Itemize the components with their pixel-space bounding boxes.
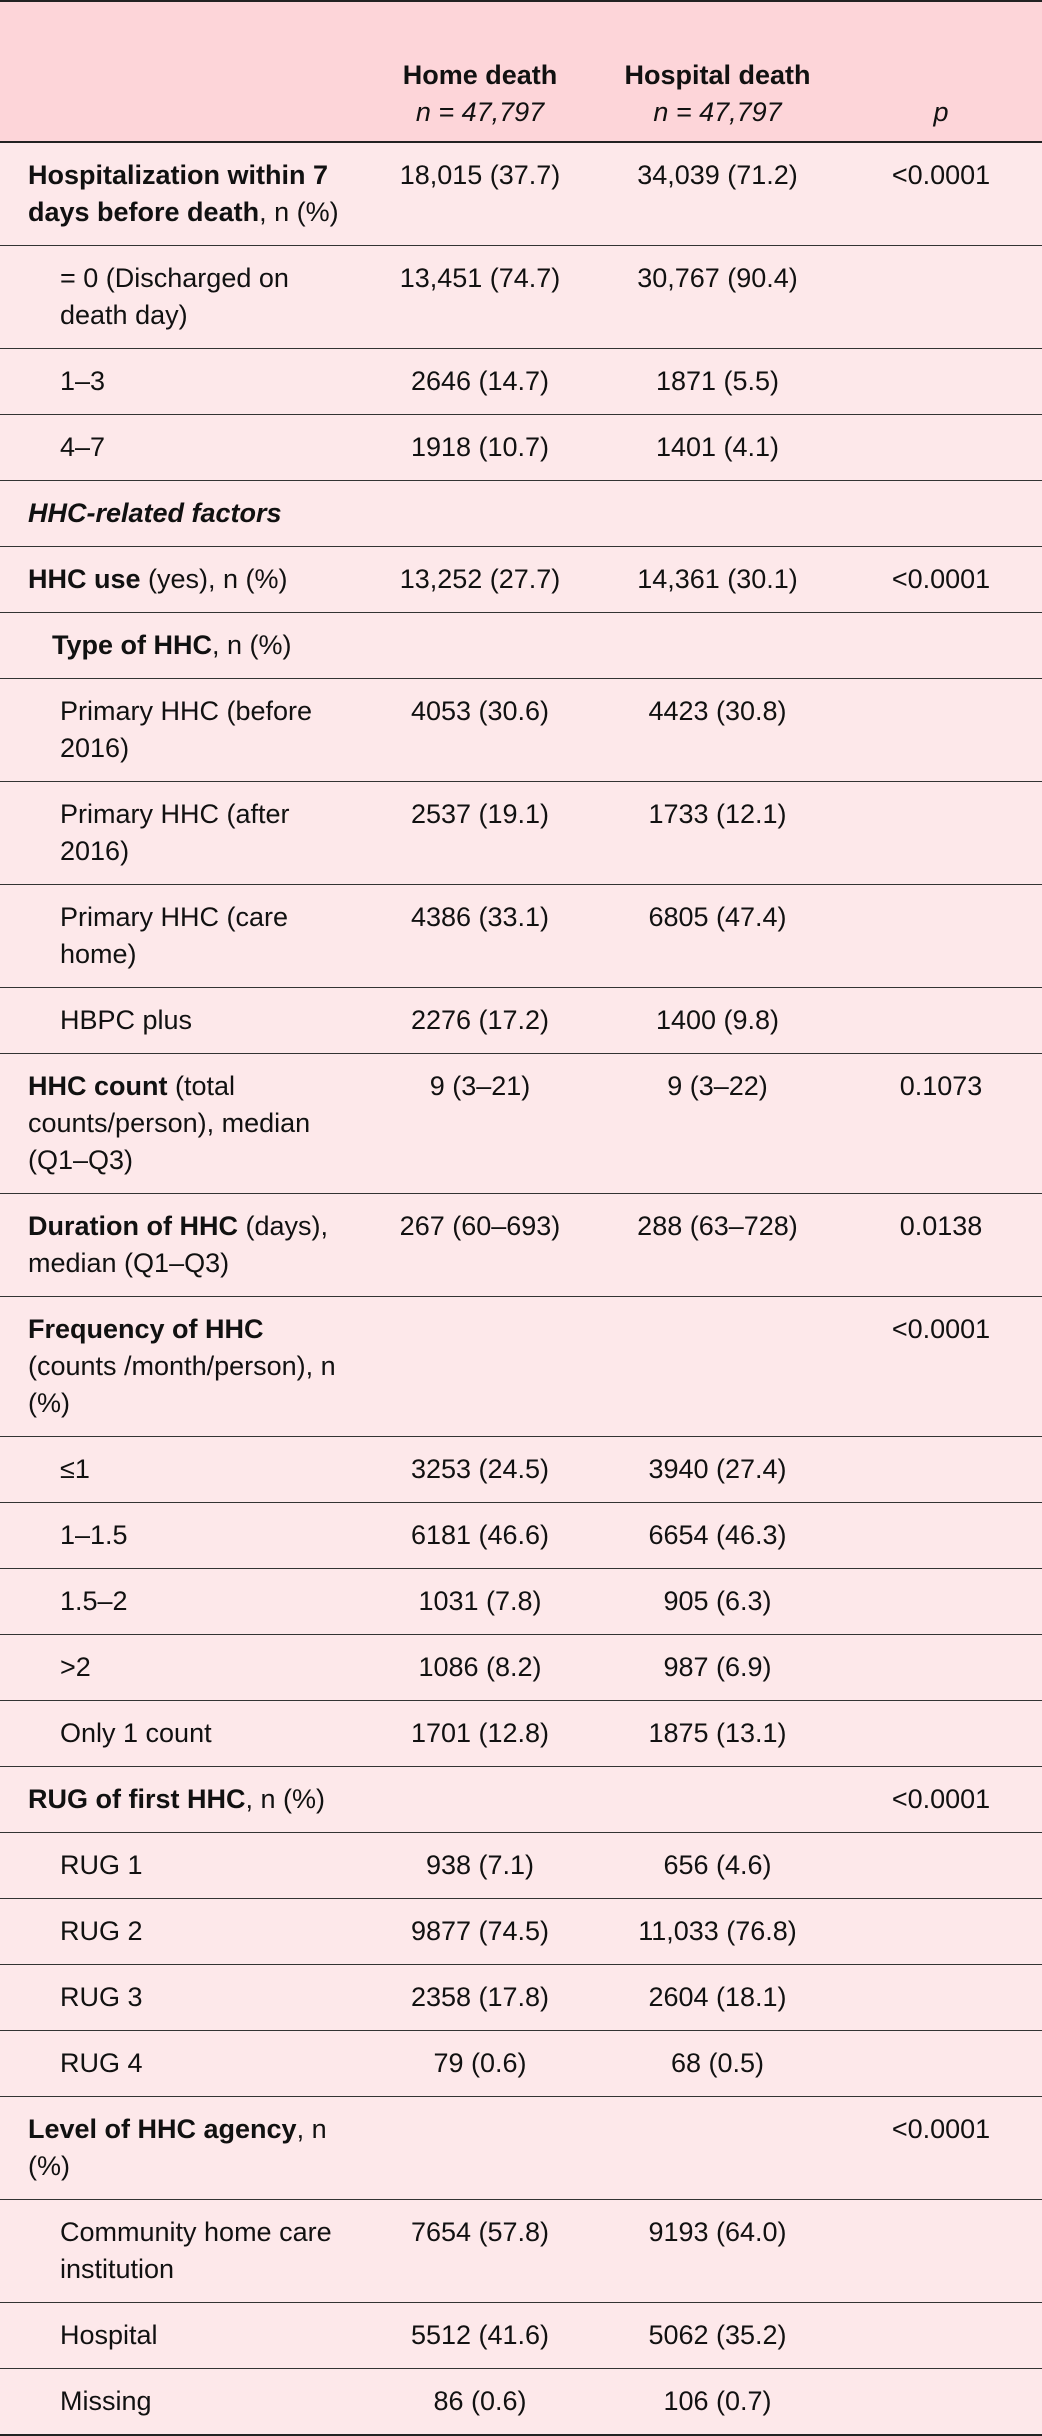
home-death-value <box>365 2097 595 2200</box>
row-label-suffix: , n (%) <box>28 2114 327 2181</box>
header-home-death <box>365 1 595 142</box>
hospital-death-value: 288 (63–728) <box>595 1194 840 1297</box>
hospital-death-value: 656 (4.6) <box>595 1833 840 1899</box>
row-label <box>0 1767 365 1833</box>
p-value <box>840 246 1042 349</box>
table-row <box>0 613 1042 679</box>
hospital-death-value: 14,361 (30.1) <box>595 547 840 613</box>
p-value <box>840 2369 1042 2436</box>
row-label-bold: Hospitalization within 7 days before death <box>28 160 329 227</box>
row-label <box>0 547 365 613</box>
table-row <box>0 246 1042 349</box>
table-row <box>0 885 1042 988</box>
p-value <box>840 1899 1042 1965</box>
hospital-death-value: 6654 (46.3) <box>595 1503 840 1569</box>
home-death-value: 9877 (74.5) <box>365 1899 595 1965</box>
row-label <box>0 613 365 679</box>
p-value <box>840 782 1042 885</box>
p-value <box>840 1965 1042 2031</box>
row-label-bold: RUG of first HHC <box>28 1784 246 1814</box>
hospital-death-value: 9 (3–22) <box>595 1054 840 1194</box>
row-label: HBPC plus <box>0 988 365 1054</box>
table-row <box>0 481 1042 547</box>
p-value <box>840 988 1042 1054</box>
row-label: Only 1 count <box>0 1701 365 1767</box>
p-value <box>840 2303 1042 2369</box>
hospital-death-value: 1871 (5.5) <box>595 349 840 415</box>
p-value: 0.1073 <box>840 1054 1042 1194</box>
table-row <box>0 1701 1042 1767</box>
p-value <box>840 415 1042 481</box>
table-row <box>0 1194 1042 1297</box>
header-hospital-death <box>595 1 840 142</box>
table-row <box>0 1833 1042 1899</box>
home-death-value: 86 (0.6) <box>365 2369 595 2436</box>
header-hosp-n: n = 47,797 <box>653 97 782 127</box>
p-value <box>840 1569 1042 1635</box>
table-row <box>0 2097 1042 2200</box>
row-label-suffix: , n (%) <box>259 197 339 227</box>
row-label: 1.5–2 <box>0 1569 365 1635</box>
home-death-value: 938 (7.1) <box>365 1833 595 1899</box>
row-label: RUG 1 <box>0 1833 365 1899</box>
home-death-value: 1086 (8.2) <box>365 1635 595 1701</box>
hospital-death-value: 1875 (13.1) <box>595 1701 840 1767</box>
home-death-value: 1031 (7.8) <box>365 1569 595 1635</box>
row-label-bold: HHC use <box>28 564 141 594</box>
row-label-bold: Duration of HHC <box>28 1211 238 1241</box>
row-label-bold: Type of HHC <box>52 630 212 660</box>
row-label-bold: Frequency of HHC <box>28 1314 264 1344</box>
hospital-death-value: 11,033 (76.8) <box>595 1899 840 1965</box>
p-value: <0.0001 <box>840 2097 1042 2200</box>
home-death-value: 4053 (30.6) <box>365 679 595 782</box>
header-home-label: Home death <box>402 60 558 90</box>
row-label <box>0 142 365 246</box>
row-label: >2 <box>0 1635 365 1701</box>
header-row <box>0 1 1042 142</box>
hospital-death-value: 905 (6.3) <box>595 1569 840 1635</box>
row-label-bold: HHC count <box>28 1071 168 1101</box>
home-death-value: 79 (0.6) <box>365 2031 595 2097</box>
table-row <box>0 1965 1042 2031</box>
row-label-bold: Level of HHC agency <box>28 2114 297 2144</box>
table-row <box>0 142 1042 246</box>
hospital-death-value <box>595 2097 840 2200</box>
header-p-label: p <box>933 97 949 127</box>
table-row <box>0 1503 1042 1569</box>
hospital-death-value <box>595 1767 840 1833</box>
row-label: 4–7 <box>0 415 365 481</box>
header-home-n: n = 47,797 <box>415 97 545 127</box>
header-p-value <box>840 1 1042 142</box>
row-label: 1–1.5 <box>0 1503 365 1569</box>
table-row <box>0 782 1042 885</box>
p-value: <0.0001 <box>840 547 1042 613</box>
hospital-death-value: 2604 (18.1) <box>595 1965 840 2031</box>
hospital-death-value: 987 (6.9) <box>595 1635 840 1701</box>
table-row <box>0 1569 1042 1635</box>
row-label-suffix: (yes), n (%) <box>140 564 288 594</box>
p-value <box>840 2031 1042 2097</box>
home-death-value: 267 (60–693) <box>365 1194 595 1297</box>
p-value <box>840 679 1042 782</box>
table-row <box>0 1297 1042 1437</box>
hospital-death-value: 1401 (4.1) <box>595 415 840 481</box>
p-value <box>840 885 1042 988</box>
home-death-value <box>365 613 595 679</box>
hospital-death-value: 1400 (9.8) <box>595 988 840 1054</box>
row-label: Hospital <box>0 2303 365 2369</box>
row-label <box>0 1297 365 1437</box>
home-death-value: 2537 (19.1) <box>365 782 595 885</box>
table-row <box>0 1054 1042 1194</box>
row-label-suffix: (days), median (Q1–Q3) <box>28 1211 329 1278</box>
row-label: RUG 2 <box>0 1899 365 1965</box>
table-row <box>0 2200 1042 2303</box>
p-value <box>840 1833 1042 1899</box>
p-value: 0.0138 <box>840 1194 1042 1297</box>
home-death-value: 13,451 (74.7) <box>365 246 595 349</box>
row-label-suffix: , n (%) <box>212 630 292 660</box>
hospital-death-value: 4423 (30.8) <box>595 679 840 782</box>
home-death-value: 13,252 (27.7) <box>365 547 595 613</box>
row-label: Primary HHC (care home) <box>0 885 365 988</box>
p-value <box>840 1503 1042 1569</box>
p-value: <0.0001 <box>840 1297 1042 1437</box>
home-death-value <box>365 1297 595 1437</box>
section-heading: HHC-related factors <box>0 481 1042 547</box>
row-label: RUG 3 <box>0 1965 365 2031</box>
row-label: Primary HHC (after 2016) <box>0 782 365 885</box>
hospital-death-value <box>595 613 840 679</box>
home-death-value: 5512 (41.6) <box>365 2303 595 2369</box>
row-label <box>0 2097 365 2200</box>
header-hosp-label: Hospital death <box>624 60 811 90</box>
home-death-value: 2276 (17.2) <box>365 988 595 1054</box>
home-death-value: 1918 (10.7) <box>365 415 595 481</box>
row-label: 1–3 <box>0 349 365 415</box>
table-row <box>0 679 1042 782</box>
row-label-suffix: (total counts/person), median (Q1–Q3) <box>28 1071 311 1175</box>
table-row <box>0 1899 1042 1965</box>
hospital-death-value: 5062 (35.2) <box>595 2303 840 2369</box>
header-blank <box>0 1 365 142</box>
home-death-value: 2646 (14.7) <box>365 349 595 415</box>
row-label-suffix: , n (%) <box>245 1784 326 1814</box>
table-row <box>0 1635 1042 1701</box>
table-row <box>0 547 1042 613</box>
row-label: Primary HHC (before 2016) <box>0 679 365 782</box>
row-label: Community home care institution <box>0 2200 365 2303</box>
table-row <box>0 1437 1042 1503</box>
p-value <box>840 1635 1042 1701</box>
home-death-value: 7654 (57.8) <box>365 2200 595 2303</box>
table-row <box>0 1767 1042 1833</box>
home-death-value: 3253 (24.5) <box>365 1437 595 1503</box>
p-value <box>840 349 1042 415</box>
home-death-value <box>365 1767 595 1833</box>
table-body <box>0 142 1042 2435</box>
table-row <box>0 349 1042 415</box>
hospital-death-value: 30,767 (90.4) <box>595 246 840 349</box>
table-row <box>0 2303 1042 2369</box>
row-label <box>0 1194 365 1297</box>
home-death-value: 18,015 (37.7) <box>365 142 595 246</box>
table-row <box>0 988 1042 1054</box>
home-death-value: 4386 (33.1) <box>365 885 595 988</box>
hospital-death-value: 68 (0.5) <box>595 2031 840 2097</box>
hospital-death-value: 9193 (64.0) <box>595 2200 840 2303</box>
home-death-value: 9 (3–21) <box>365 1054 595 1194</box>
p-value <box>840 613 1042 679</box>
hospital-death-value: 1733 (12.1) <box>595 782 840 885</box>
table-row <box>0 415 1042 481</box>
hospital-death-value: 6805 (47.4) <box>595 885 840 988</box>
hospital-death-value: 106 (0.7) <box>595 2369 840 2436</box>
hospital-death-value: 3940 (27.4) <box>595 1437 840 1503</box>
row-label: ≤1 <box>0 1437 365 1503</box>
row-label: = 0 (Discharged on death day) <box>0 246 365 349</box>
home-death-value: 6181 (46.6) <box>365 1503 595 1569</box>
p-value: <0.0001 <box>840 142 1042 246</box>
home-death-value: 1701 (12.8) <box>365 1701 595 1767</box>
home-death-value: 2358 (17.8) <box>365 1965 595 2031</box>
row-label-suffix: (counts /month/person), n (%) <box>28 1351 336 1418</box>
table-row <box>0 2369 1042 2436</box>
row-label: RUG 4 <box>0 2031 365 2097</box>
row-label <box>0 1054 365 1194</box>
p-value <box>840 1701 1042 1767</box>
hospital-death-value: 34,039 (71.2) <box>595 142 840 246</box>
hospital-death-value <box>595 1297 840 1437</box>
table-row <box>0 2031 1042 2097</box>
p-value <box>840 1437 1042 1503</box>
row-label: Missing <box>0 2369 365 2436</box>
p-value <box>840 2200 1042 2303</box>
p-value: <0.0001 <box>840 1767 1042 1833</box>
